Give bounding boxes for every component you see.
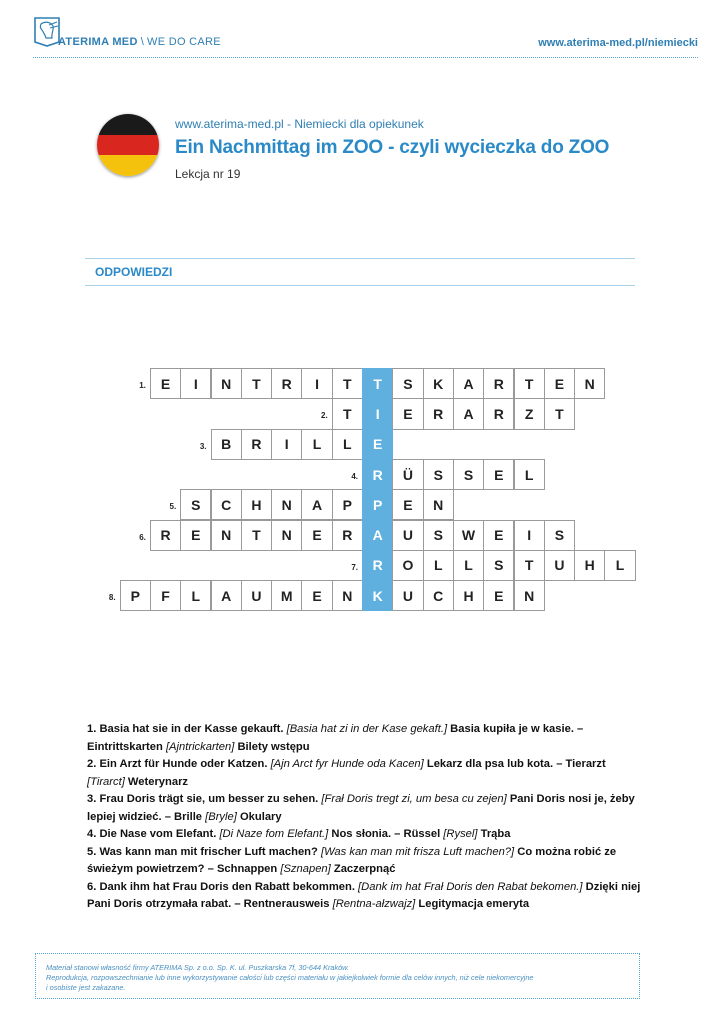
crossword-cell: H — [453, 580, 484, 611]
crossword-key-cell: T — [362, 368, 393, 399]
answer-item — [87, 791, 642, 826]
section-header — [85, 258, 635, 286]
answer-word-pronunciation: [Tirarct] — [87, 775, 125, 788]
crossword-cell: S — [423, 520, 454, 551]
answer-word-pronunciation: [Sznapen] — [280, 863, 331, 875]
crossword-cell: A — [211, 580, 242, 611]
brand-separator: \ — [140, 36, 145, 48]
crossword-cell: L — [180, 580, 211, 611]
answer-pronunciation: [Di Naze fom Elefant.] — [219, 828, 329, 840]
crossword-cell: L — [604, 550, 635, 581]
crossword-cell: L — [301, 429, 332, 460]
answer-polish: Basia kupiła je w kasie. – Eintrittskarten — [87, 723, 584, 753]
crossword-row-number: 8. — [108, 593, 116, 603]
crossword-cell: A — [453, 368, 484, 399]
brand-name — [58, 36, 221, 48]
footer-box — [35, 953, 640, 999]
crossword-cell: N — [211, 368, 242, 399]
answer-polish: Pani Doris nosi je, żeby lepiej widzieć. – Brille — [87, 793, 635, 823]
crossword-cell: T — [514, 368, 545, 399]
crossword-key-cell: R — [362, 550, 393, 581]
crossword-cell: E — [483, 580, 514, 611]
answer-word-translation: Legitymacja emeryta — [418, 898, 530, 910]
answer-pronunciation: [Basia hat zi in der Kase gekaft.] — [286, 723, 448, 735]
crossword-row-number: 5. — [169, 502, 177, 512]
answer-german: 3. Frau Doris trägt sie, um besser zu sehen. — [87, 793, 319, 805]
footer-line: Materiał stanowi własność firmy ATERIMA Sp. z o.o. Sp. K. ul. Puszkarska 7f, 30-644 Kraków. — [46, 963, 350, 972]
crossword-cell: T — [514, 550, 545, 581]
crossword-cell: K — [423, 368, 454, 399]
answer-polish: Nos słonia. – Rüssel — [331, 828, 441, 840]
brand-text: ATERIMA MED — [58, 36, 138, 48]
crossword-cell: F — [150, 580, 181, 611]
crossword-cell: U — [392, 580, 423, 611]
crossword-cell: T — [332, 398, 363, 429]
crossword-cell: R — [483, 368, 514, 399]
crossword-key-cell: E — [362, 429, 393, 460]
answer-item — [87, 844, 642, 879]
answer-german: 1. Basia hat sie in der Kasse gekauft. — [87, 723, 284, 735]
crossword-cell: Z — [514, 398, 545, 429]
crossword-cell: S — [453, 459, 484, 490]
crossword-cell: A — [453, 398, 484, 429]
crossword-cell: R — [332, 520, 363, 551]
lesson-title: Ein Nachmittag im ZOO - czyli wycieczka do ZOO — [175, 137, 610, 158]
answer-word-pronunciation: [Ajntrickarten] — [165, 740, 235, 753]
crossword-cell: S — [544, 520, 575, 551]
crossword-cell: E — [150, 368, 181, 399]
crossword-cell: E — [483, 520, 514, 551]
crossword-cell: E — [544, 368, 575, 399]
answer-word-pronunciation: [Rysel] — [443, 828, 478, 840]
flag-stripe-black — [97, 114, 159, 135]
crossword-cell: T — [241, 520, 272, 551]
crossword-cell: H — [241, 489, 272, 520]
crossword-cell: I — [301, 368, 332, 399]
answer-item — [87, 756, 642, 791]
crossword-cell: E — [301, 520, 332, 551]
answer-word-translation: Bilety wstępu — [237, 740, 310, 753]
answer-word-translation: Zaczerpnąć — [333, 863, 396, 875]
crossword-cell: R — [241, 429, 272, 460]
crossword-cell: N — [574, 368, 605, 399]
crossword-cell: N — [332, 580, 363, 611]
header-url[interactable]: www.aterima-med.pl/niemiecki — [538, 37, 698, 49]
crossword-cell: T — [241, 368, 272, 399]
crossword-key-cell: I — [362, 398, 393, 429]
crossword-row-number: 3. — [199, 441, 207, 451]
answer-german: 2. Ein Arzt für Hunde oder Katzen. — [87, 758, 268, 770]
crossword-cell: I — [514, 520, 545, 551]
crossword-cell: U — [544, 550, 575, 581]
crossword-cell: R — [423, 398, 454, 429]
crossword-cell: R — [483, 398, 514, 429]
crossword-cell: H — [574, 550, 605, 581]
crossword-cell: S — [392, 368, 423, 399]
crossword-cell: E — [483, 459, 514, 490]
crossword-cell: L — [332, 429, 363, 460]
crossword-cell: N — [271, 520, 302, 551]
crossword-row-number: 4. — [351, 471, 358, 481]
crossword-row-number: 1. — [139, 381, 146, 390]
answer-item — [87, 879, 642, 914]
flag-stripe-gold — [97, 155, 159, 176]
crossword-key-cell: P — [362, 489, 393, 520]
crossword-cell: Ü — [392, 459, 423, 490]
brand-tagline: WE DO CARE — [147, 36, 221, 48]
section-title: ODPOWIEDZI — [95, 265, 173, 279]
crossword-cell: R — [271, 368, 302, 399]
footer-line: i osobiste jest zakazane. — [46, 983, 126, 992]
answer-polish: Co można robić ze świeżym powietrzem? – Schnappen — [87, 845, 617, 875]
crossword-cell: W — [453, 520, 484, 551]
crossword-cell: L — [423, 550, 454, 581]
answer-german: 6. Dank ihm hat Frau Doris den Rabatt bekommen. — [87, 880, 355, 893]
footer-text — [46, 963, 533, 993]
crossword-cell: L — [453, 550, 484, 581]
crossword-cell: S — [423, 459, 454, 490]
crossword-cell: L — [514, 459, 545, 490]
crossword-cell: U — [392, 520, 423, 551]
answer-pronunciation: [Was kan man mit frisza Luft machen?] — [320, 845, 515, 858]
answer-pronunciation: [Dank im hat Frał Doris den Rabat bekomen.] — [358, 880, 583, 893]
answer-polish: Lekarz dla psa lub kota. – Tierarzt — [426, 758, 606, 770]
crossword-cell: M — [271, 580, 302, 611]
crossword-cell: E — [392, 398, 423, 429]
crossword-cell: U — [241, 580, 272, 611]
answer-item — [87, 721, 642, 756]
crossword-cell: A — [301, 489, 332, 520]
answer-pronunciation: [Ajn Arct fyr Hunde oda Kacen] — [270, 758, 424, 770]
answer-pronunciation: [Frał Doris tregt zi, um besa cu zejen] — [321, 793, 507, 805]
answer-word-translation: Okulary — [239, 810, 282, 823]
crossword-cell: E — [180, 520, 211, 551]
crossword-row-number: 6. — [139, 532, 146, 542]
german-flag-icon — [97, 114, 159, 176]
crossword-row-number: 7. — [351, 562, 358, 572]
answer-word-translation: Weterynarz — [127, 775, 189, 788]
answer-polish: Dzięki niej Pani Doris otrzymała rabat. – Rentnerausweis — [87, 880, 641, 910]
crossword-cell: I — [271, 429, 302, 460]
course-subtitle: www.aterima-med.pl - Niemiecki dla opiekunek — [175, 117, 424, 131]
crossword-cell: E — [301, 580, 332, 611]
footer-line: Reprodukcja, rozpowszechnianie lub inne wykorzystywanie całości lub części materiału w jakiejkolwiek formie dla celów innych, niż cele niekomercyjne — [46, 973, 534, 982]
crossword-cell: N — [423, 489, 454, 520]
crossword-cell: T — [332, 368, 363, 399]
crossword-cell: O — [392, 550, 423, 581]
crossword-cell: R — [150, 520, 181, 551]
crossword-cell: T — [544, 398, 575, 429]
crossword-cell: N — [271, 489, 302, 520]
crossword-cell: P — [120, 580, 151, 611]
lesson-number: Lekcja nr 19 — [175, 167, 241, 181]
answer-word-pronunciation: [Bryle] — [205, 810, 237, 823]
crossword-cell: E — [392, 489, 423, 520]
crossword-cell: N — [211, 520, 242, 551]
crossword-cell: S — [180, 489, 211, 520]
answer-item — [87, 826, 642, 844]
answer-german: 4. Die Nase vom Elefant. — [87, 828, 217, 840]
crossword-cell: N — [514, 580, 545, 611]
crossword-cell: S — [483, 550, 514, 581]
crossword-cell: P — [332, 489, 363, 520]
crossword-cell: C — [423, 580, 454, 611]
answer-german: 5. Was kann man mit frischer Luft machen? — [87, 845, 318, 858]
crossword-row-number: 2. — [321, 411, 328, 421]
crossword-cell: B — [211, 429, 242, 460]
flag-stripe-red — [97, 135, 159, 156]
answer-word-translation: Trąba — [480, 828, 511, 840]
crossword-cell: I — [180, 368, 211, 399]
crossword-key-cell: A — [362, 520, 393, 551]
crossword-key-cell: R — [362, 459, 393, 490]
answers-list — [87, 721, 642, 914]
header-divider — [33, 57, 698, 58]
answer-word-pronunciation: [Rentna-ałzwajz] — [332, 898, 416, 910]
crossword-cell: C — [211, 489, 242, 520]
crossword-key-cell: K — [362, 580, 393, 611]
